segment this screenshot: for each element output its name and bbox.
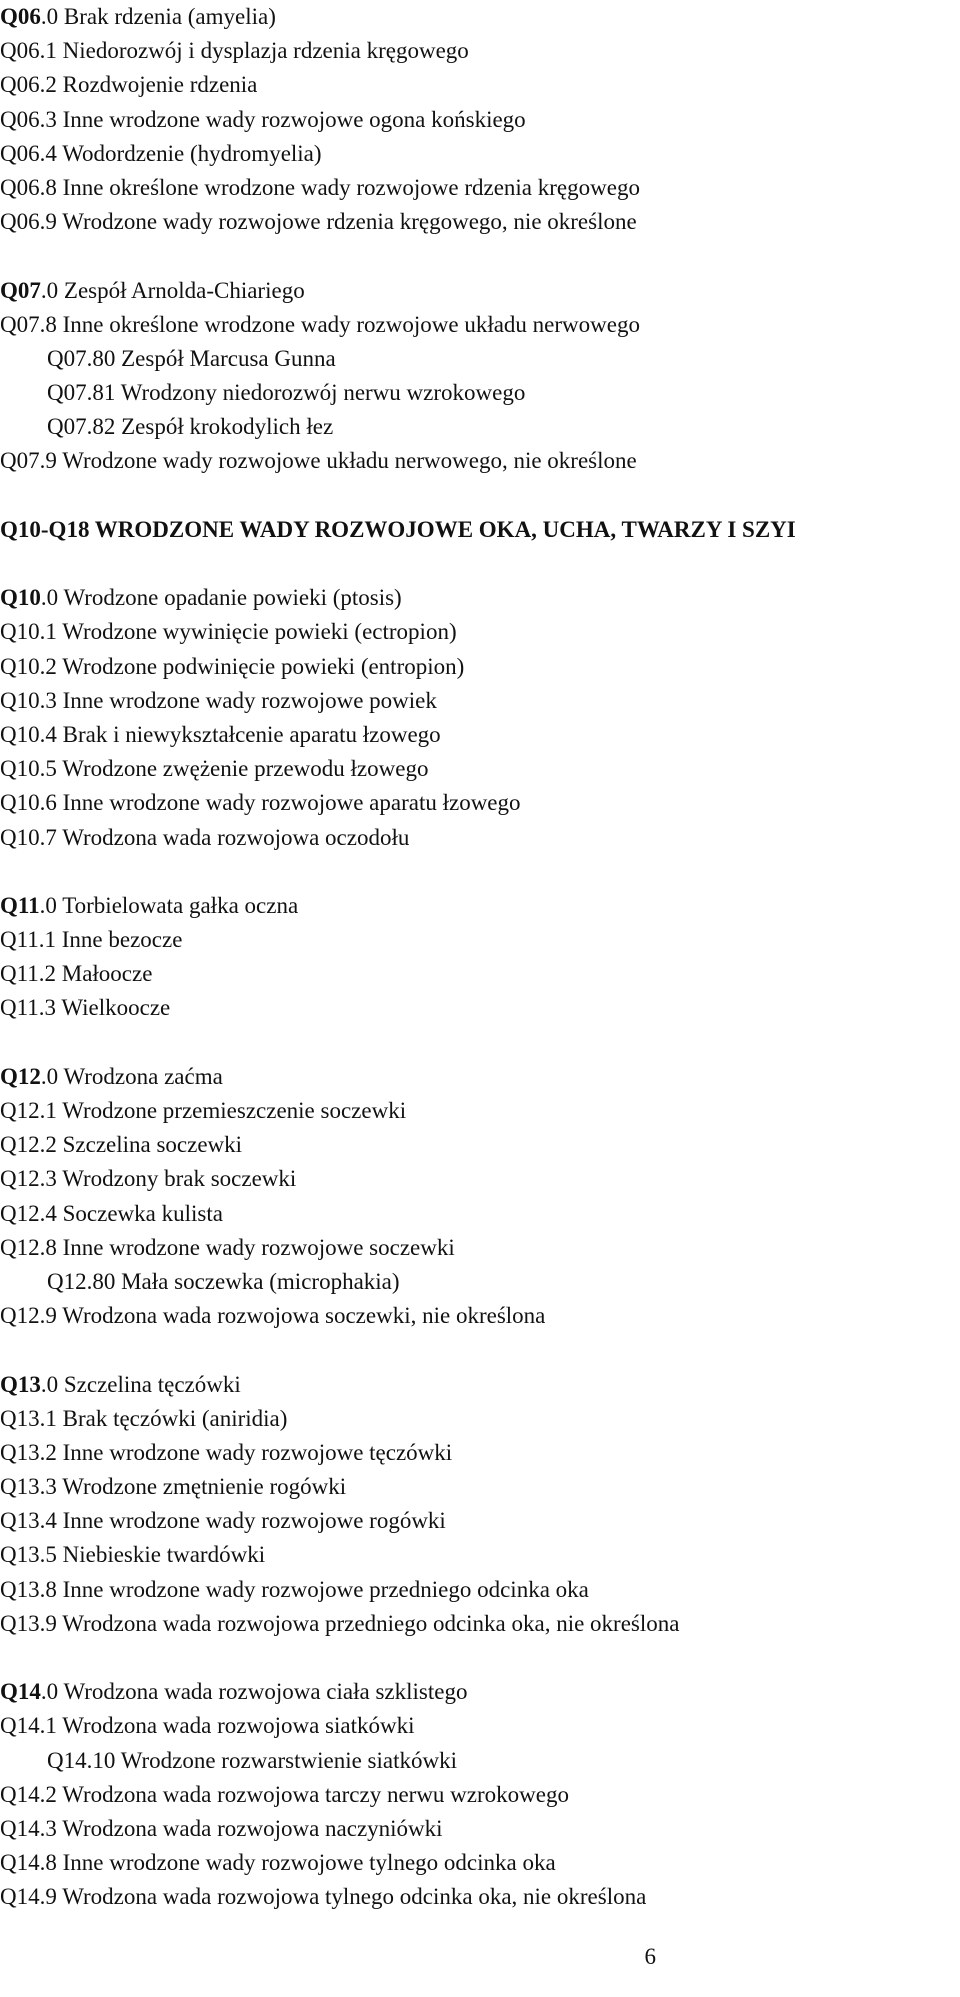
entry-text: Q07.80 Zespół Marcusa Gunna <box>47 345 336 371</box>
code-entry <box>0 1402 960 1436</box>
entry-text: .0 Wrodzone opadanie powieki (ptosis) <box>40 585 402 611</box>
category-code: Q11 <box>0 892 40 918</box>
entry-text: Q06.9 Wrodzone wady rozwojowe rdzenia kręgowego, nie określone <box>0 209 637 235</box>
code-entry <box>0 889 960 923</box>
code-entry <box>0 786 960 820</box>
code-entry <box>0 684 960 718</box>
entry-text: Q12.2 Szczelina soczewki <box>0 1132 243 1158</box>
entry-text: Q13.1 Brak tęczówki (aniridia) <box>0 1405 288 1431</box>
entry-text: .0 Szczelina tęczówki <box>40 1371 241 1397</box>
section-gap <box>0 855 960 889</box>
entry-text: Q12.3 Wrodzony brak soczewki <box>0 1166 297 1192</box>
code-entry <box>0 1231 960 1265</box>
section-heading: Q10-Q18 WRODZONE WADY ROZWOJOWE OKA, UCHA, TWARZY I SZYI <box>0 516 796 542</box>
section-gap <box>0 1333 960 1367</box>
code-entry <box>0 68 960 102</box>
category-code: Q06 <box>0 4 41 29</box>
code-entry <box>0 1060 960 1094</box>
code-entry <box>0 1846 960 1880</box>
entry-text: Q10.6 Inne wrodzone wady rozwojowe aparatu łzowego <box>0 790 521 816</box>
entry-text: Q14.8 Inne wrodzone wady rozwojowe tylnego odcinka oka <box>0 1850 556 1876</box>
code-entry <box>0 1880 960 1914</box>
page-number: 6 <box>644 1944 656 1969</box>
code-entry <box>0 1094 960 1128</box>
entry-text: Q06.4 Wodordzenie (hydromyelia) <box>0 140 322 166</box>
code-entry <box>0 274 960 308</box>
code-entry <box>0 308 960 342</box>
code-group <box>0 0 960 239</box>
code-entry <box>0 1162 960 1196</box>
entry-text: Q12.80 Mała soczewka (microphakia) <box>47 1268 400 1294</box>
entry-text: Q10.5 Wrodzone zwężenie przewodu łzowego <box>0 756 429 782</box>
subcode-entry <box>0 342 960 376</box>
code-entry <box>0 1299 960 1333</box>
code-group <box>0 581 960 855</box>
code-entry <box>0 1607 960 1641</box>
code-entry <box>0 581 960 615</box>
code-entry <box>0 1504 960 1538</box>
entry-text: Q13.9 Wrodzona wada rozwojowa przedniego odcinka oka, nie określona <box>0 1610 680 1636</box>
code-entry <box>0 34 960 68</box>
code-entry <box>0 1675 960 1709</box>
category-code: Q14 <box>0 1679 41 1705</box>
code-entry <box>0 1128 960 1162</box>
code-entry <box>0 205 960 239</box>
entry-text: Q12.8 Inne wrodzone wady rozwojowe soczewki <box>0 1234 455 1260</box>
section-gap <box>0 239 960 273</box>
entry-text: .0 Brak rdzenia (amyelia) <box>40 4 276 29</box>
category-code: Q07 <box>0 277 41 303</box>
code-entry <box>0 1436 960 1470</box>
category-code: Q13 <box>0 1371 41 1397</box>
entry-text: Q13.8 Inne wrodzone wady rozwojowe przedniego odcinka oka <box>0 1576 589 1602</box>
entry-text: Q14.1 Wrodzona wada rozwojowa siatkówki <box>0 1713 415 1739</box>
entry-text: Q07.9 Wrodzone wady rozwojowe układu nerwowego, nie określone <box>0 448 637 474</box>
entry-text: Q06.8 Inne określone wrodzone wady rozwojowe rdzenia kręgowego <box>0 174 640 200</box>
code-group <box>0 1060 960 1334</box>
entry-text: Q13.2 Inne wrodzone wady rozwojowe tęczówki <box>0 1439 453 1465</box>
entry-text: Q13.4 Inne wrodzone wady rozwojowe rogówki <box>0 1508 446 1534</box>
section-gap <box>0 1026 960 1060</box>
code-entry <box>0 1709 960 1743</box>
code-group <box>0 889 960 1026</box>
code-entry <box>0 1538 960 1572</box>
entry-text: Q14.3 Wrodzona wada rozwojowa naczyniówki <box>0 1815 443 1841</box>
code-group <box>0 1675 960 1914</box>
code-entry <box>0 1573 960 1607</box>
code-entry <box>0 0 960 34</box>
code-entry <box>0 923 960 957</box>
entry-text: Q07.81 Wrodzony niedorozwój nerwu wzrokowego <box>47 380 526 406</box>
entry-text: Q11.1 Inne bezocze <box>0 927 183 953</box>
entry-text: Q07.8 Inne określone wrodzone wady rozwojowe układu nerwowego <box>0 311 640 337</box>
entry-text: Q12.4 Soczewka kulista <box>0 1200 223 1226</box>
entry-text: Q14.2 Wrodzona wada rozwojowa tarczy nerwu wzrokowego <box>0 1781 569 1807</box>
code-entry <box>0 650 960 684</box>
code-group <box>0 274 960 479</box>
entry-text: .0 Wrodzona zaćma <box>40 1063 223 1089</box>
entry-text: Q07.82 Zespół krokodylich łez <box>47 414 334 440</box>
category-code: Q12 <box>0 1063 41 1089</box>
subcode-entry <box>0 376 960 410</box>
code-entry <box>0 1368 960 1402</box>
entry-text: Q10.2 Wrodzone podwinięcie powieki (entropion) <box>0 653 465 679</box>
entry-text: Q12.9 Wrodzona wada rozwojowa soczewki, nie określona <box>0 1303 546 1329</box>
entry-text: Q10.7 Wrodzona wada rozwojowa oczodołu <box>0 824 410 850</box>
section-gap <box>0 547 960 581</box>
subcode-entry <box>0 1744 960 1778</box>
entry-text: Q10.4 Brak i niewykształcenie aparatu łzowego <box>0 721 441 747</box>
code-entry <box>0 615 960 649</box>
entry-text: Q14.10 Wrodzone rozwarstwienie siatkówki <box>47 1747 457 1773</box>
code-entry <box>0 1470 960 1504</box>
entry-text: Q06.1 Niedorozwój i dysplazja rdzenia kręgowego <box>0 38 469 64</box>
entry-text: Q13.3 Wrodzone zmętnienie rogówki <box>0 1474 347 1500</box>
entry-text: Q12.1 Wrodzone przemieszczenie soczewki <box>0 1098 407 1123</box>
section-gap <box>0 1641 960 1675</box>
category-code: Q10 <box>0 585 41 611</box>
code-entry <box>0 957 960 991</box>
entry-text: Q06.2 Rozdwojenie rdzenia <box>0 72 258 98</box>
code-entry <box>0 991 960 1025</box>
entry-text: .0 Wrodzona wada rozwojowa ciała szklistego <box>40 1679 468 1705</box>
code-group <box>0 513 960 547</box>
subcode-entry <box>0 1265 960 1299</box>
entry-text: .0 Zespół Arnolda-Chiariego <box>40 277 305 303</box>
subcode-entry <box>0 410 960 444</box>
code-entry <box>0 171 960 205</box>
entry-text: Q10.1 Wrodzone wywinięcie powieki (ectropion) <box>0 619 457 645</box>
entry-text: Q11.3 Wielkoocze <box>0 995 171 1021</box>
code-group <box>0 1368 960 1642</box>
entry-text: Q11.2 Małoocze <box>0 961 153 987</box>
code-entry <box>0 1197 960 1231</box>
entry-text: Q14.9 Wrodzona wada rozwojowa tylnego odcinka oka, nie określona <box>0 1884 647 1910</box>
code-entry <box>0 821 960 855</box>
code-entry <box>0 137 960 171</box>
code-entry <box>0 1778 960 1812</box>
code-entry <box>0 718 960 752</box>
code-entry <box>0 444 960 478</box>
entry-text: Q13.5 Niebieskie twardówki <box>0 1542 266 1568</box>
code-entry <box>0 1812 960 1846</box>
code-entry <box>0 752 960 786</box>
entry-text: Q06.3 Inne wrodzone wady rozwojowe ogona końskiego <box>0 106 526 132</box>
code-entry <box>0 103 960 137</box>
section-gap <box>0 479 960 513</box>
entry-text: Q10.3 Inne wrodzone wady rozwojowe powiek <box>0 687 437 713</box>
entry-text: .0 Torbielowata gałka oczna <box>39 892 299 918</box>
